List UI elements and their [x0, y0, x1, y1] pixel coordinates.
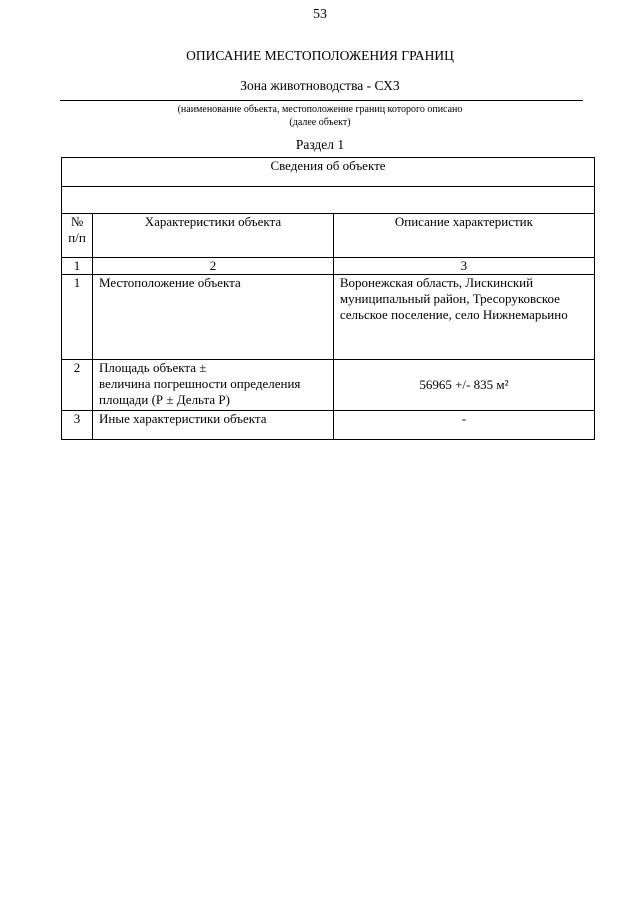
object-name-caption	[0, 103, 640, 129]
table-row	[62, 360, 595, 411]
row-description: -	[333, 411, 594, 440]
table-title: Сведения об объекте	[62, 158, 595, 187]
column-index-row	[62, 258, 595, 275]
table-row	[62, 275, 595, 360]
header-number-line-1: №	[70, 214, 84, 229]
section-title: Раздел 1	[295, 137, 345, 152]
row-number: 2	[62, 360, 93, 411]
row-description	[333, 275, 594, 360]
column-index-1: 1	[62, 258, 93, 275]
page-number: 53	[313, 7, 327, 22]
object-name-underline	[60, 100, 583, 101]
row-number: 3	[62, 411, 93, 440]
table-title-row	[62, 158, 595, 187]
header-number	[62, 214, 93, 258]
caption-line-1: (наименование объекта, местоположение границ которого описано	[177, 104, 463, 115]
document-title: ОПИСАНИЕ МЕСТОПОЛОЖЕНИЯ ГРАНИЦ	[186, 48, 454, 63]
characteristic-line: величина погрешности определения	[99, 376, 301, 391]
row-characteristic: Местоположение объекта	[93, 275, 334, 360]
column-index-3: 3	[333, 258, 594, 275]
description-line: сельское поселение, село Нижнемарьино	[339, 307, 568, 322]
object-info-table	[61, 157, 595, 440]
table-blank-row	[62, 187, 595, 214]
table-header-row	[62, 214, 595, 258]
column-index-2: 2	[93, 258, 334, 275]
table-blank-cell	[62, 187, 595, 214]
row-characteristic	[93, 360, 334, 411]
header-description: Описание характеристик	[333, 214, 594, 258]
header-number-line-2: п/п	[68, 230, 86, 245]
description-line: муниципальный район, Тресоруковское	[339, 291, 560, 306]
row-characteristic: Иные характеристики объекта	[93, 411, 334, 440]
characteristic-line: площади (Р ± Дельта Р)	[99, 392, 230, 407]
table-row	[62, 411, 595, 440]
characteristic-line: Площадь объекта ±	[99, 360, 207, 375]
description-line: Воронежская область, Лискинский	[339, 275, 534, 290]
row-description: 56965 +/- 835 м²	[333, 360, 594, 411]
header-characteristics: Характеристики объекта	[93, 214, 334, 258]
row-number: 1	[62, 275, 93, 360]
object-name: Зона животноводства - СХ3	[240, 78, 400, 93]
caption-line-2: (далее объект)	[289, 117, 351, 128]
